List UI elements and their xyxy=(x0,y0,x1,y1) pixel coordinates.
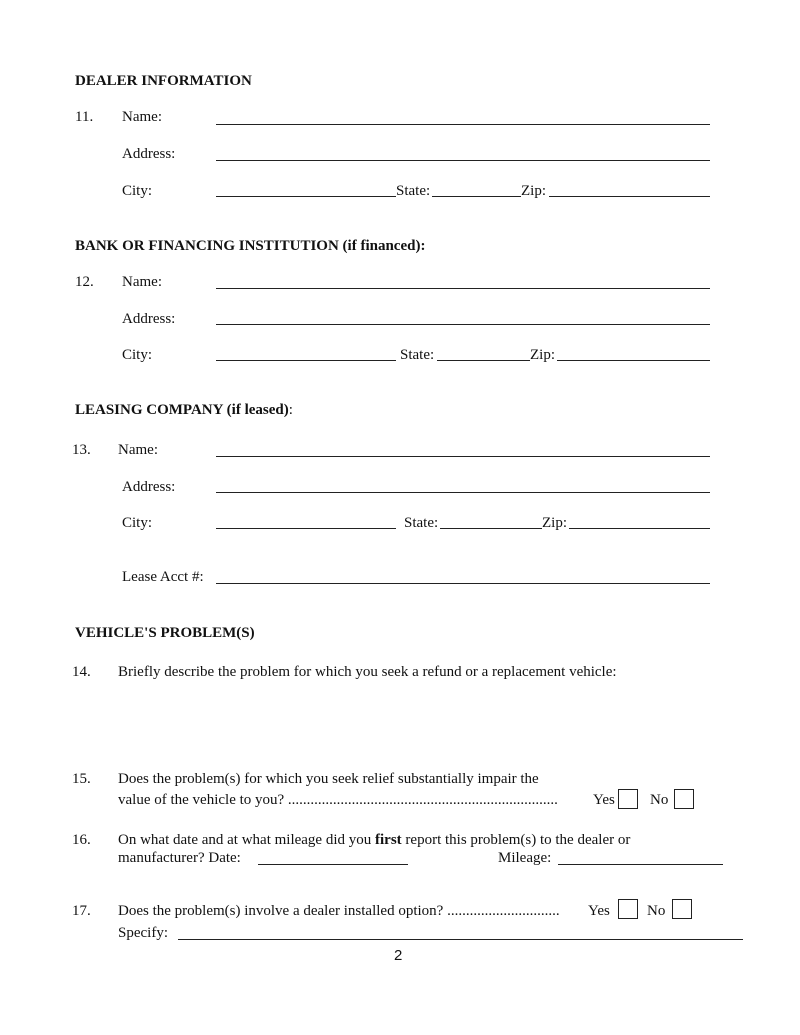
q17-specify-label: Specify: xyxy=(118,925,168,941)
item-number-11: 11. xyxy=(75,109,94,125)
item-number-17: 17. xyxy=(72,903,91,919)
leasing-zip-label: Zip: xyxy=(542,515,567,531)
dealer-address-field[interactable] xyxy=(216,160,710,161)
dealer-state-field[interactable] xyxy=(432,196,521,197)
leasing-city-label: City: xyxy=(122,515,153,531)
dealer-section-header: DEALER INFORMATION xyxy=(75,73,252,89)
leasing-header-text: LEASING COMPANY (if leased) xyxy=(75,402,289,418)
leasing-address-label: Address: xyxy=(122,479,176,495)
bank-name-field[interactable] xyxy=(216,288,710,289)
item-number-15: 15. xyxy=(72,771,91,787)
bank-name-label: Name: xyxy=(122,274,162,290)
problems-section-header: VEHICLE'S PROBLEM(S) xyxy=(75,625,255,641)
leasing-section-header xyxy=(75,401,293,419)
q15-line2: value of the vehicle to you? ........................................................................ xyxy=(118,792,558,808)
q16-date-label: manufacturer? Date: xyxy=(118,850,241,866)
q15-no-label: No xyxy=(650,792,669,808)
leasing-city-field[interactable] xyxy=(216,528,396,529)
dealer-zip-field[interactable] xyxy=(549,196,710,197)
bank-zip-field[interactable] xyxy=(557,360,710,361)
lease-acct-field[interactable] xyxy=(216,583,710,584)
bank-city-label: City: xyxy=(122,347,153,363)
dealer-name-label: Name: xyxy=(122,109,162,125)
dealer-address-label: Address: xyxy=(122,146,176,162)
page-number: 2 xyxy=(394,947,403,964)
q15-no-checkbox[interactable] xyxy=(674,789,694,809)
leasing-name-field[interactable] xyxy=(216,456,710,457)
bank-zip-label: Zip: xyxy=(530,347,555,363)
q16-mileage-label: Mileage: xyxy=(498,850,552,866)
item-number-13: 13. xyxy=(72,442,91,458)
q17-specify-field[interactable] xyxy=(178,939,743,940)
leasing-name-label: Name: xyxy=(118,442,158,458)
q16-line1-before: On what date and at what mileage did you xyxy=(118,832,376,848)
q16-line1-after: report this problem(s) to the dealer or xyxy=(401,832,631,848)
q16-line1 xyxy=(118,831,630,849)
leasing-zip-field[interactable] xyxy=(569,528,710,529)
q16-line1-bold: first xyxy=(375,832,402,848)
dealer-city-label: City: xyxy=(122,183,153,199)
leasing-header-colon: : xyxy=(288,402,293,418)
bank-city-field[interactable] xyxy=(216,360,396,361)
item-number-14: 14. xyxy=(72,664,91,680)
item-number-16: 16. xyxy=(72,832,91,848)
lease-acct-label: Lease Acct #: xyxy=(122,569,204,585)
q15-yes-label: Yes xyxy=(593,792,615,808)
leasing-state-field[interactable] xyxy=(440,528,542,529)
leasing-state-label: State: xyxy=(404,515,439,531)
q17-yes-label: Yes xyxy=(588,903,610,919)
leasing-address-field[interactable] xyxy=(216,492,710,493)
q17-line1: Does the problem(s) involve a dealer installed option? .............................. xyxy=(118,903,560,919)
dealer-city-field[interactable] xyxy=(216,196,396,197)
q17-no-checkbox[interactable] xyxy=(672,899,692,919)
dealer-state-label: State: xyxy=(396,183,431,199)
q15-line1: Does the problem(s) for which you seek relief substantially impair the xyxy=(118,771,539,787)
dealer-name-field[interactable] xyxy=(216,124,710,125)
bank-section-header: BANK OR FINANCING INSTITUTION (if financed): xyxy=(75,238,426,254)
q16-mileage-field[interactable] xyxy=(558,864,723,865)
bank-state-label: State: xyxy=(400,347,435,363)
q17-no-label: No xyxy=(647,903,666,919)
q14-text: Briefly describe the problem for which you seek a refund or a replacement vehicle: xyxy=(118,664,617,680)
bank-state-field[interactable] xyxy=(437,360,530,361)
q17-yes-checkbox[interactable] xyxy=(618,899,638,919)
item-number-12: 12. xyxy=(75,274,94,290)
q15-yes-checkbox[interactable] xyxy=(618,789,638,809)
bank-address-label: Address: xyxy=(122,311,176,327)
q16-date-field[interactable] xyxy=(258,864,408,865)
bank-address-field[interactable] xyxy=(216,324,710,325)
dealer-zip-label: Zip: xyxy=(521,183,546,199)
